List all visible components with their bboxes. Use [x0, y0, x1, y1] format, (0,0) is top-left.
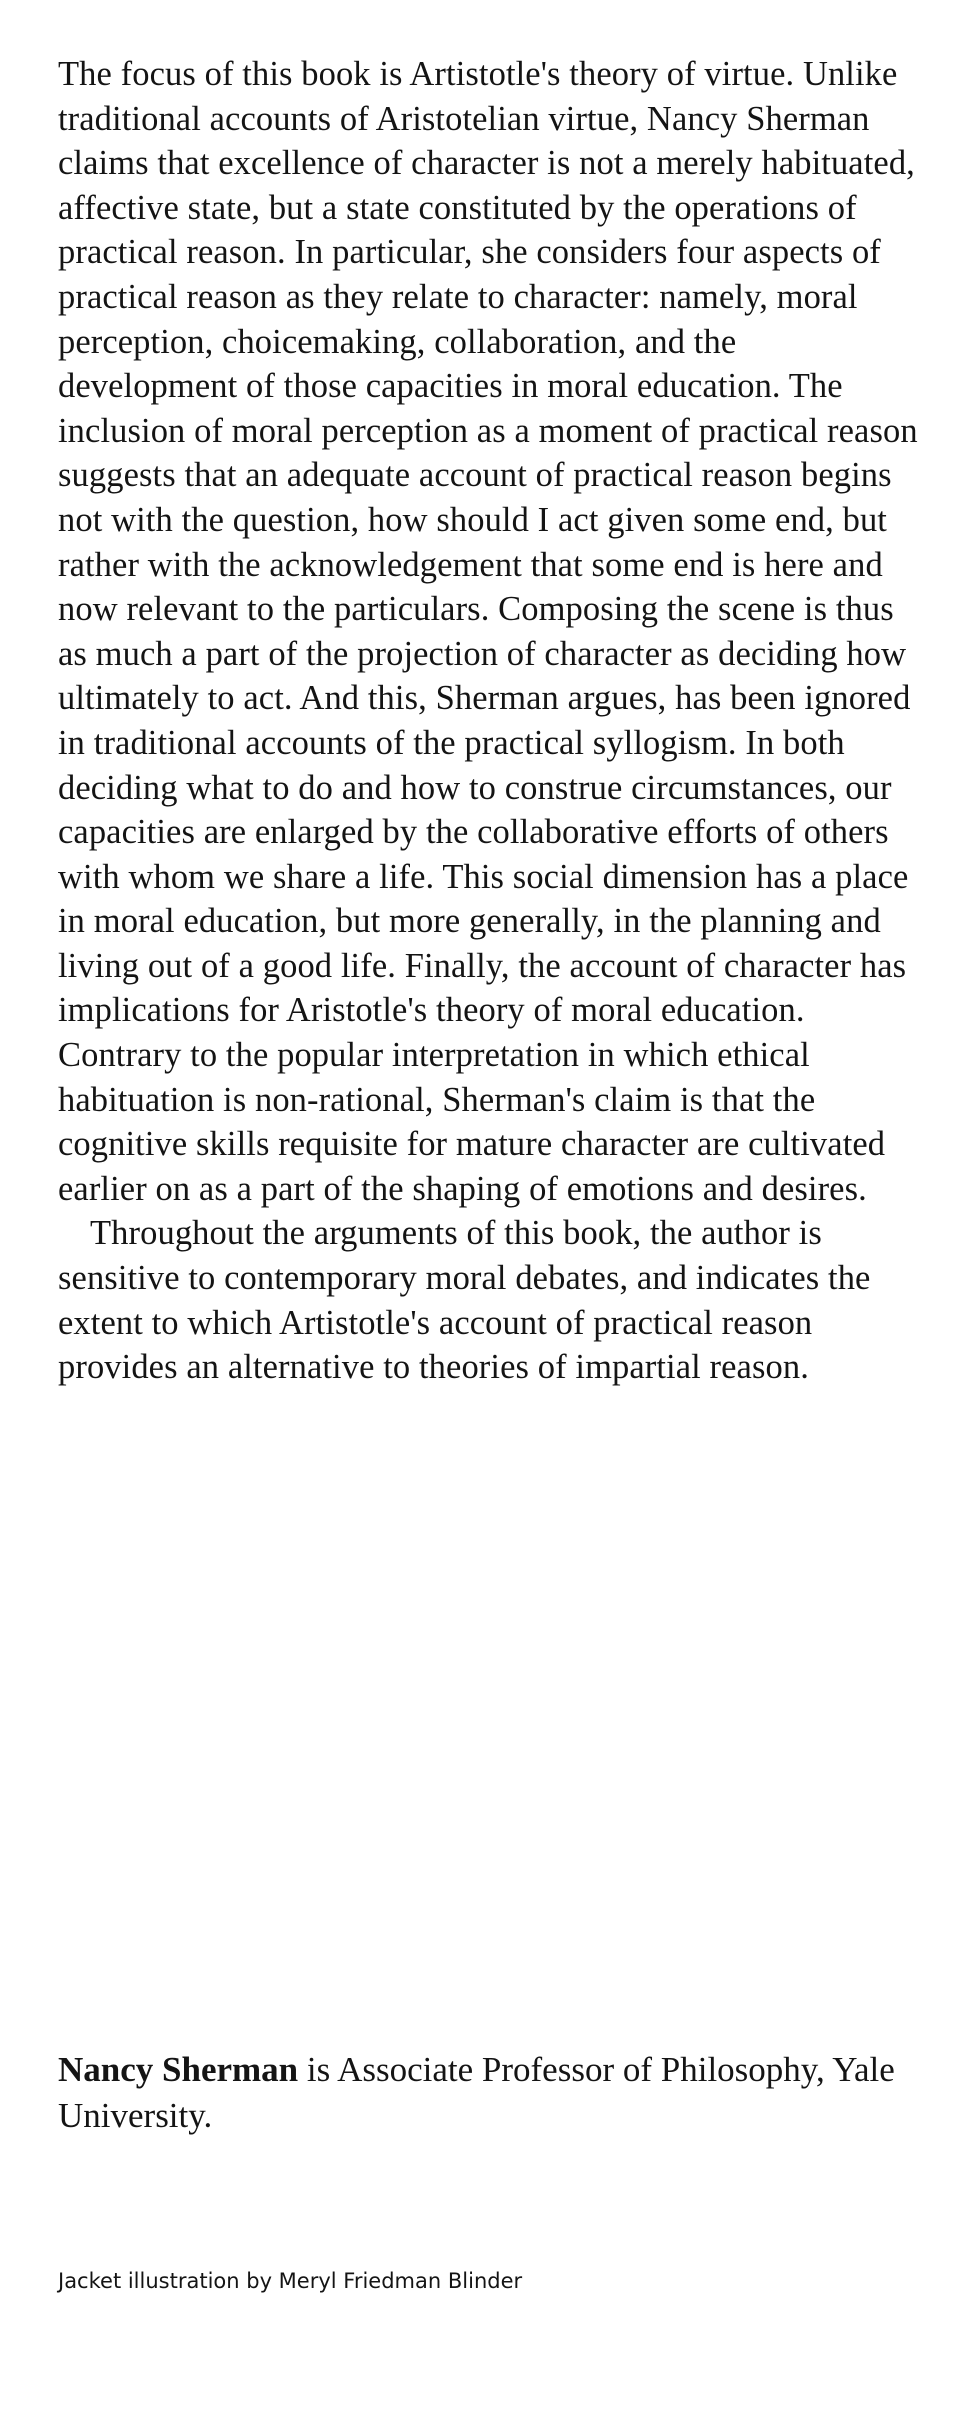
- jacket-illustration-credit: Jacket illustration by Meryl Friedman Blinder: [58, 2269, 523, 2293]
- author-bio: [58, 2047, 918, 2139]
- jacket-flap: [58, 52, 918, 2293]
- description-paragraph-1: The focus of this book is Artistotle's theory of virtue. Unlike traditional accounts of Aristotelian virtue, Nancy Sherman claims that excellence of character is not a merely habituated, affective state, but a state constituted by the operations of practical reason. In particular, she considers four aspects of practical reason as they relate to character: namely, moral perception, choicemaking, collaboration, and the development of those capacities in moral education. The inclusion of moral perception as a moment of practical reason suggests that an adequate account of practical reason begins not with the question, how should I act given some end, but rather with the acknowledgement that some end is here and now relevant to the particulars. Composing the scene is thus as much a part of the projection of character as deciding how ultimately to act. And this, Sherman argues, has been ignored in traditional accounts of the practical syllogism. In both deciding what to do and how to construe circumstances, our capacities are enlarged by the collaborative efforts of others with whom we share a life. This social dimension has a place in moral education, but more generally, in the planning and living out of a good life. Finally, the account of character has implications for Aristotle's theory of moral education. Contrary to the popular interpretation in which ethical habituation is non-rational, Sherman's claim is that the cognitive skills requisite for mature character are cultivated earlier on as a part of the shaping of emotions and desires.: [58, 55, 918, 1208]
- author-bio-text: is Associate Professor of Philosophy, Yale University.: [58, 2050, 895, 2135]
- author-name: Nancy Sherman: [58, 2050, 299, 2089]
- description-paragraph-2: Throughout the arguments of this book, the author is sensitive to contemporary moral debates, and indicates the extent to which Artistotle's account of practical reason provides an alternative to theories of impartial reason.: [58, 1214, 871, 1387]
- book-description: [58, 52, 918, 1390]
